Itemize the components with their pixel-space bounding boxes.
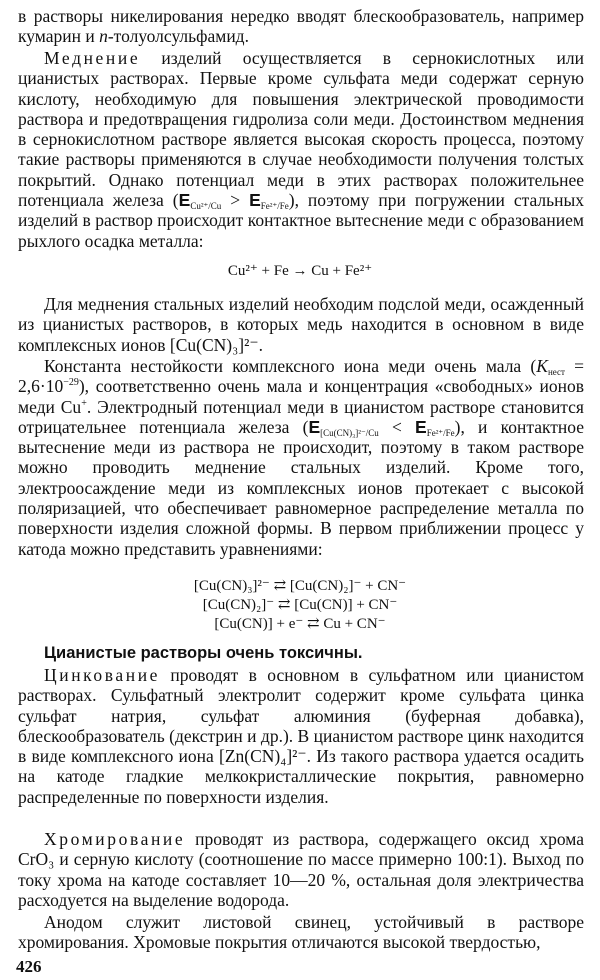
term-zinc-plating: Цинкование <box>44 665 161 685</box>
paragraph-lead-anode: Анодом служит листовой свинец, устойчивый в растворе хромирования. Хромовые покрытия отличаются высокой твердостью, <box>18 912 584 953</box>
equation-cathode-step-2: [Cu(CN)₂]⁻ ⇄ [Cu(CN)] + CN⁻ <box>202 597 398 613</box>
potential-symbol: $E_{Cu^{2+}/Cu}$ <box>178 190 222 212</box>
paragraph-instability-constant: Константа нестойкости комплексного иона меди очень мала $(K_{нест} = 2,6\cdot 10^{-29})$, соответственно очень мала и концентрация «свободных» ионов меди Cu+. Электродный потенциал меди в цианистом растворе становится отрицательнее потенциала железа $(E_{[Cu(CN)_3]^{2-}/Cu} < E_{Fe^{2+}/Fe})$, и контактное вытеснение меди из раствора не происходит, поэтому в таком растворе можно проводить меднение стальных изделий. Кроме того, электроосаждение меди из комплексных ионов протекает с высокой поляризацией, что обеспечивает равномерное распределение металла по поверхности изделия сложной формы. В первом приближении процесс у катода можно представить уравнениями: <box>18 356 584 559</box>
equation-contact-displacement: Cu²⁺ + Fe → Cu + Fe²⁺ <box>227 263 373 279</box>
potential-symbol: $E_{Fe^{2+}/Fe}$ <box>415 416 455 438</box>
paragraph-copper-plating: Меднение изделий осуществляется в сернокислотных или цианистых растворах. Первые кроме сульфата меди содержат серную кислоту, необходимую для повышения электрической проводимости раствора и предотвращения гидролиза соли меди. Достоинством меднения в сернокислотном растворе является высокая скорость процесса, поэтому такие растворы применяются в случае необходимости получения толстых покрытий. Однако потенциал меди в этих растворах положительнее потенциала железа $(E_{Cu^{2+}/Cu} > E_{Fe^{2+}/Fe})$, поэтому при погружении стальных изделий в раствор происходит контактное вытеснение меди с образованием рыхлого осадка металла: <box>18 48 585 251</box>
potential-symbol: $E_{[Cu(CN)_3]^{2-}/Cu}$ <box>308 416 379 438</box>
complex-ion-formula: [Cu(CN)₃]²⁻ <box>169 334 259 355</box>
potential-symbol: $E_{Fe^{2+}/Fe}$ <box>249 190 289 212</box>
equation-cathode-step-1: [Cu(CN)₃]²⁻ ⇄ [Cu(CN)₂]⁻ + CN⁻ <box>193 578 407 594</box>
page-number: 426 <box>16 957 42 976</box>
term-copper-plating: Меднение <box>44 48 141 68</box>
term-chrome-plating: Хромирование <box>44 829 186 849</box>
complex-ion-formula: [Zn(CN)₄]²⁻ <box>219 746 307 767</box>
warning-heading: Цианистые растворы очень токсичны. <box>44 644 363 662</box>
equation-cathode-step-3: [Cu(CN)] + e⁻ ⇄ Cu + CN⁻ <box>214 616 386 632</box>
paragraph-chrome-plating: Хромирование проводят из раствора, содержащего оксид хрома CrO₃ и серную кислоту (соотношение по массе примерно 100:1). Выход по току хрома на катоде составляет 10—20 %, остальная доля электричества расходуется на выделение водорода. <box>18 829 584 910</box>
paragraph-nickel-end: в растворы никелирования нередко вводят блескообразователь, например кумарин и n-толуолсульфамид. <box>18 6 584 47</box>
paragraph-copper-underlayer: Для меднения стальных изделий необходим подслой меди, осажденный из цианистых растворов, в которых медь находится в основном в виде комплексных ионов [Cu(CN)₃]²⁻. <box>18 294 584 355</box>
paragraph-zinc-plating: Цинкование проводят в основном в сульфатном или цианистом растворах. Сульфатный электролит содержит кроме сульфата цинка сульфат натрия, сульфат алюминия (буферная добавка), блескообразователь (декстрин и др.). В цианистом растворе цинк находится в виде комплексного иона [Zn(CN)₄]²⁻. Из такого раствора удается осадить на катоде гладкие мелкокристаллические покрытия, равномерно распределенные по поверхности изделия. <box>18 665 584 807</box>
